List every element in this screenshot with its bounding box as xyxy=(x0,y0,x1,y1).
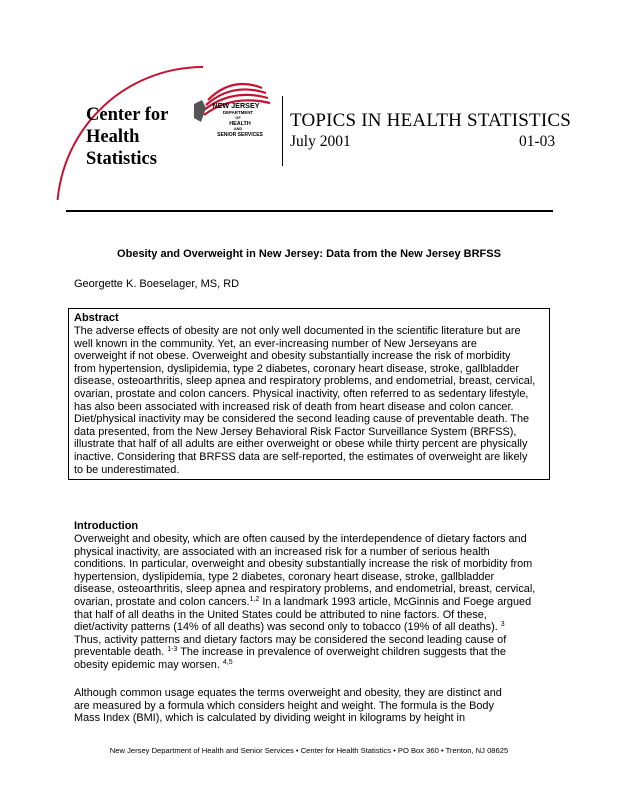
intro-line: Thus, activity patterns and dietary factors may be considered the second leading cause of xyxy=(74,633,507,646)
citation: 1,2 xyxy=(249,595,260,603)
intro-line xyxy=(74,646,535,659)
abstract-line: inactive. Considering that BRFSS data are self-reported, the estimates of overweight are likely xyxy=(74,450,528,463)
org-line-2: Health xyxy=(86,127,140,147)
intro-line xyxy=(74,596,535,609)
paragraph-line: Mass Index (BMI), which is calculated by dividing weight in kilograms by height in xyxy=(74,712,466,725)
page-footer: New Jersey Department of Health and Senior Services • Center for Health Statistics • PO Box 360 • Trenton, NJ 08625 xyxy=(109,746,509,755)
issue-date: July 2001 xyxy=(290,133,351,150)
nj-state-logo xyxy=(188,74,276,138)
abstract-line: Diet/physical inactivity may be considered the second leading cause of preventable death. The xyxy=(74,413,530,426)
article-title: Obesity and Overweight in New Jersey: Data from the New Jersey BRFSS xyxy=(117,248,501,260)
abstract-line: well known in the community. Yet, an ever-increasing number of New Jerseyans are xyxy=(74,337,477,350)
abstract-line: The adverse effects of obesity are not only well documented in the scientific literature but are xyxy=(74,325,521,337)
intro-line: that half of all deaths in the United States could be attributed to nine factors. Of these, xyxy=(74,608,487,621)
abstract-line: from hypertension, dyslipidemia, type 2 diabetes, coronary heart disease, stroke, gallbladder xyxy=(74,362,519,375)
abstract-line: to be underestimated. xyxy=(74,463,180,476)
intro-line xyxy=(74,659,535,672)
header-divider xyxy=(282,96,283,166)
intro-text: The increase in prevalence of overweight children suggests that the xyxy=(177,646,506,659)
intro-text: In a landmark 1993 article, McGinnis and Foege argued xyxy=(259,595,532,608)
introduction-body xyxy=(74,533,535,672)
citation: 4,5 xyxy=(222,658,233,666)
issue-number: 01-03 xyxy=(519,133,556,150)
introduction-heading: Introduction xyxy=(74,520,139,532)
abstract-line: data presented, from the New Jersey Behavioral Risk Factor Surveillance System (BRFSS), xyxy=(74,425,517,438)
intro-text: obesity epidemic may worsen. xyxy=(74,658,220,671)
intro-line xyxy=(74,621,535,634)
logo-line-1: NEW JERSEY xyxy=(212,101,260,110)
header-rule xyxy=(66,210,553,212)
intro-text: ovarian, prostate and colon cancers. xyxy=(74,595,250,608)
abstract-body xyxy=(74,325,535,476)
paragraph-2 xyxy=(74,687,502,725)
intro-line: Overweight and obesity, which are often caused by the interdependence of dietary factors and xyxy=(74,533,527,545)
logo-line-6: SENIOR SERVICES xyxy=(217,132,263,138)
intro-line: physical inactivity, are associated with an increased risk for a number of serious health xyxy=(74,545,490,558)
intro-line: hypertension, dyslipidemia, type 2 diabetes, coronary heart disease, stroke, gallbladder xyxy=(74,570,495,583)
article-author: Georgette K. Boeselager, MS, RD xyxy=(74,278,240,290)
abstract-line: illustrate that half of all adults are either overweight or obese while thirty percent are physically xyxy=(74,438,528,451)
abstract-line: overweight if not obese. Overweight and obesity substantially increase the risk of morbidity xyxy=(74,350,511,363)
logo-line-4: HEALTH xyxy=(229,121,251,127)
paragraph-line: are measured by a formula which considers height and weight. The formula is the Body xyxy=(74,699,494,712)
logo-line-3: OF xyxy=(235,116,241,120)
paragraph-line: Although common usage equates the terms overweight and obesity, they are distinct and xyxy=(74,687,502,699)
citation: 1-3 xyxy=(167,646,178,654)
citation: 3 xyxy=(500,621,505,629)
abstract-line: has also been associated with increased risk of death from heart disease and colon cancer. xyxy=(74,400,514,413)
org-name xyxy=(86,104,168,170)
intro-text: preventable death. xyxy=(74,646,165,659)
intro-line: conditions. In particular, overweight and obesity substantially increase the risk of morbidity from xyxy=(74,558,533,571)
org-line-1: Center for xyxy=(86,105,169,125)
intro-text: diet/activity patterns (14% of all deaths) was second only to tobacco (19% of all deaths). xyxy=(74,621,498,634)
logo-line-5: AND xyxy=(233,127,243,131)
intro-line: disease, osteoarthritis, sleep apnea and respiratory problems, and endometrial, breast, cervical, xyxy=(74,583,536,596)
series-title: TOPICS IN HEALTH STATISTICS xyxy=(290,110,571,131)
org-line-3: Statistics xyxy=(86,149,157,169)
abstract-line: ovarian, prostate and colon cancers. Physical inactivity, often referred to as sedentary lifestyle, xyxy=(74,387,529,400)
logo-line-2: DEPARTMENT xyxy=(222,110,254,115)
abstract-heading: Abstract xyxy=(74,312,119,324)
abstract-line: disease, osteoarthritis, sleep apnea and respiratory problems, and endometrial, breast, cervical, xyxy=(74,375,536,388)
